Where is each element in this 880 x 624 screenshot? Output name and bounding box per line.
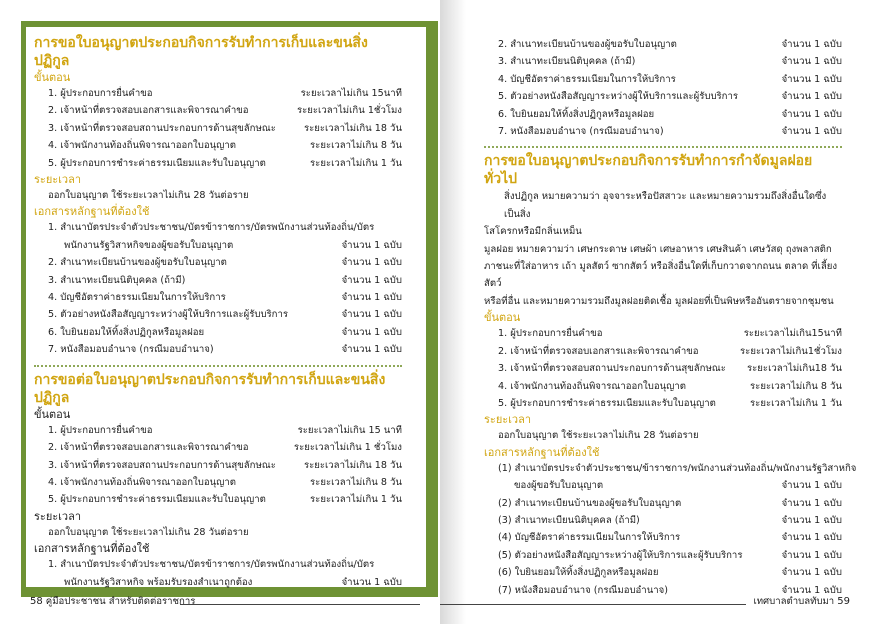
- step-item: [34, 120, 402, 137]
- step-item-text: 2. เจ้าหน้าที่ตรวจสอบเอกสารและพิจารณาคำขอ: [48, 105, 249, 117]
- time-heading: ระยะเวลา: [484, 413, 532, 427]
- doc-item-value: จำนวน 1 ฉบับ: [781, 567, 842, 579]
- step-item-text: 4. เจ้าพนักงานท้องถิ่นพิจารณาออกใบอนุญาต: [498, 380, 686, 392]
- doc-item-value: จำนวน 1 ฉบับ: [341, 292, 402, 304]
- doc-item: [484, 123, 842, 140]
- footer-text: คู่มือประชาชน สำหรับติดต่อราชการ: [45, 596, 196, 607]
- doc-item-value: จำนวน 1 ฉบับ: [341, 309, 402, 321]
- definition-para-cont: โสโครกหรือมีกลิ่นเหม็น: [484, 226, 582, 238]
- doc-item-text: 3. สำเนาทะเบียนนิติบุคคล (ถ้ามี): [498, 56, 636, 68]
- step-item-text: 3. เจ้าหน้าที่ตรวจสอบสถานประกอบการด้านสุขลักษณะ: [48, 459, 276, 471]
- doc-item: [484, 53, 842, 70]
- step-item-text: 3. เจ้าหน้าที่ตรวจสอบสถานประกอบการด้านสุขลักษณะ: [48, 122, 276, 134]
- divider: [34, 365, 402, 367]
- right-content: [484, 36, 857, 599]
- doc-item-text: 7. หนังสือมอบอำนาจ (กรณีมอบอำนาจ): [498, 126, 664, 138]
- step-item-text: 4. เจ้าพนักงานท้องถิ่นพิจารณาออกใบอนุญาต: [48, 476, 236, 488]
- doc-item-value: จำนวน 1 ฉบับ: [781, 39, 842, 50]
- time-text: ออกใบอนุญาต ใช้ระยะเวลาไม่เกิน 28 วันต่อราย: [48, 190, 249, 202]
- step-item: [34, 85, 402, 102]
- step-item: [484, 325, 842, 342]
- docs-heading: เอกสารหลักฐานที่ต้องใช้: [34, 205, 150, 219]
- doc-item-text: (7) หนังสือมอบอำนาจ (กรณีมอบอำนาจ): [498, 584, 669, 596]
- footer-text: เทศบาลตำบลทับมา: [753, 596, 835, 607]
- time-heading: ระยะเวลา: [34, 173, 82, 187]
- section-title: การขอใบอนุญาตประกอบกิจการรับทำการเก็บและขนสิ่งปฏิกูล: [34, 35, 368, 69]
- step-item-text: 5. ผู้ประกอบการชำระค่าธรรมเนียมและรับใบอนุญาต: [48, 494, 266, 506]
- doc-item: [34, 341, 402, 358]
- doc-item-text: 2. สำเนาทะเบียนบ้านของผู้ขอรับใบอนุญาต: [48, 257, 227, 269]
- doc-item-value: จำนวน 1 ฉบับ: [341, 344, 402, 356]
- steps-heading: ขั้นตอน: [34, 71, 71, 84]
- doc-item-cont: พนักงานรัฐวิสาหกิจของผู้ขอรับใบอนุญาต จำนวน 1 ฉบับ: [64, 239, 402, 251]
- page-number: 58: [30, 596, 43, 607]
- step-item-value: ระยะเวลาไม่เกิน 18 วัน: [303, 459, 402, 471]
- left-footer: [30, 594, 195, 609]
- step-item: [484, 378, 842, 395]
- step-item-value: ระยะเวลาไม่เกิน 1 วัน: [750, 397, 842, 409]
- step-item: [34, 474, 402, 491]
- step-item-value: ระยะเวลาไม่เกิน 18 วัน: [303, 122, 402, 134]
- step-item: [484, 395, 842, 412]
- step-item-value: ระยะเวลาไม่เกิน 1ชั่วโมง: [296, 105, 402, 117]
- right-footer: [753, 594, 850, 609]
- doc-item: [484, 71, 842, 88]
- definition-para: มูลฝอย หมายความว่า เศษกระดาษ เศษผ้า เศษอาหาร เศษสินค้า เศษวัสดุ ถุงพลาสติก: [484, 243, 832, 255]
- step-item-text: 2. เจ้าหน้าที่ตรวจสอบเอกสารและพิจารณาคำขอ: [498, 345, 699, 357]
- step-item-value: ระยะเวลาไม่เกิน18 วัน: [746, 363, 842, 375]
- step-item-text: 1. ผู้ประกอบการยื่นคำขอ: [498, 328, 603, 340]
- page-number: 59: [837, 596, 850, 607]
- doc-item-text: 5. ตัวอย่างหนังสือสัญญาระหว่างผู้ให้บริการและผู้รับบริการ: [498, 91, 739, 103]
- doc-item: 1. สำเนาบัตรประจำตัวประชาชน/บัตรข้าราชการ/บัตรพนักงานส่วนท้องถิ่น/บัตร: [48, 222, 375, 234]
- doc-item-cont: พนักงานรัฐวิสาหกิจ พร้อมรับรองสำเนาถูกต้อง จำนวน 1 ฉบับ: [64, 576, 402, 588]
- steps-heading: ขั้นตอน: [484, 311, 521, 325]
- doc-item-text: 2. สำเนาทะเบียนบ้านของผู้ขอรับใบอนุญาต: [498, 39, 677, 50]
- doc-item-text: 6. ใบยินยอมให้ทิ้งสิ่งปฏิกูลหรือมูลฝอย: [498, 108, 655, 120]
- step-item-value: ระยะเวลาไม่เกิน 8 วัน: [310, 140, 402, 152]
- doc-item-text: 5. ตัวอย่างหนังสือสัญญาระหว่างผู้ให้บริการและผู้รับบริการ: [48, 309, 289, 321]
- doc-item-value: จำนวน 1 ฉบับ: [781, 108, 842, 120]
- doc-item: [484, 547, 842, 564]
- doc-item-value: จำนวน 1 ฉบับ: [781, 549, 842, 561]
- doc-item-value: จำนวน 1 ฉบับ: [781, 514, 842, 526]
- left-content: [34, 34, 402, 591]
- doc-item-cont: ของผู้ขอรับใบอนุญาต จำนวน 1 ฉบับ: [514, 480, 842, 492]
- doc-item: [484, 512, 842, 529]
- step-item-value: ระยะเวลาไม่เกิน 1 วัน: [310, 494, 402, 506]
- doc-item-text: 4. บัญชีอัตราค่าธรรมเนียมในการให้บริการ: [48, 292, 226, 304]
- doc-item-value: จำนวน 1 ฉบับ: [341, 326, 402, 338]
- doc-item-value: จำนวน 1 ฉบับ: [341, 274, 402, 286]
- step-item: [34, 155, 402, 172]
- doc-item: [34, 289, 402, 306]
- step-item: [484, 360, 842, 377]
- step-item: [34, 439, 402, 456]
- step-item-text: 5. ผู้ประกอบการชำระค่าธรรมเนียมและรับใบอนุญาต: [498, 397, 716, 409]
- doc-item: [484, 36, 842, 53]
- doc-item: 1. สำเนาบัตรประจำตัวประชาชน/บัตรข้าราชการ/บัตรพนักงานส่วนท้องถิ่น/บัตร: [48, 559, 375, 571]
- doc-item-text: 7. หนังสือมอบอำนาจ (กรณีมอบอำนาจ): [48, 344, 214, 356]
- divider: [484, 146, 842, 148]
- doc-item-text: (2) สำเนาทะเบียนบ้านของผู้ขอรับใบอนุญาต: [498, 497, 682, 509]
- section-title: การขอใบอนุญาตประกอบกิจการรับทำการกำจัดมูลฝอยทั่วไป: [484, 153, 813, 188]
- right-page: [440, 0, 880, 624]
- step-item-value: ระยะเวลาไม่เกิน15นาที: [743, 328, 842, 340]
- definition-para-cont: ภาชนะที่ใส่อาหาร เถ้า มูลสัตว์ ซากสัตว์ หรือสิ่งอื่นใดที่เก็บกวาดจากถนน ตลาด ที่เลี้ยงสัตว์: [484, 261, 838, 290]
- definition-para: สิ่งปฏิกูล หมายความว่า อุจจาระหรือปัสสาวะ และหมายความรวมถึงสิ่งอื่นใดซึ่งเป็นสิ่ง: [504, 191, 827, 220]
- step-item-text: 4. เจ้าพนักงานท้องถิ่นพิจารณาออกใบอนุญาต: [48, 140, 236, 152]
- step-item-text: 3. เจ้าหน้าที่ตรวจสอบสถานประกอบการด้านสุขลักษณะ: [498, 363, 726, 375]
- section-title: การขอต่อใบอนุญาตประกอบกิจการรับทำการเก็บและขนสิ่งปฏิกูล: [34, 371, 386, 406]
- doc-item: [34, 324, 402, 341]
- docs-heading: เอกสารหลักฐานที่ต้องใช้: [484, 445, 600, 459]
- step-item-value: ระยะเวลาไม่เกิน 8 วัน: [310, 476, 402, 488]
- doc-item: [484, 88, 842, 105]
- time-heading: ระยะเวลา: [34, 509, 82, 523]
- step-item-value: ระยะเวลาไม่เกิน 1 วัน: [310, 157, 402, 169]
- step-item-value: ระยะเวลาไม่เกิน 15นาที: [300, 88, 402, 99]
- steps-heading: ขั้นตอน: [34, 407, 71, 421]
- step-item-text: 2. เจ้าหน้าที่ตรวจสอบเอกสารและพิจารณาคำขอ: [48, 442, 249, 454]
- doc-item-text: 6. ใบยินยอมให้ทิ้งสิ่งปฏิกูลหรือมูลฝอย: [48, 326, 205, 338]
- docs-heading: เอกสารหลักฐานที่ต้องใช้: [34, 542, 150, 556]
- footer-rule: [180, 604, 420, 605]
- doc-item-value: จำนวน 1 ฉบับ: [781, 497, 842, 509]
- doc-item-value: จำนวน 1 ฉบับ: [781, 73, 842, 85]
- doc-item-text: (6) ใบยินยอมให้ทิ้งสิ่งปฏิกูลหรือมูลฝอย: [498, 567, 659, 579]
- doc-item-value: จำนวน 1 ฉบับ: [781, 532, 842, 544]
- doc-item-text: 4. บัญชีอัตราค่าธรรมเนียมในการให้บริการ: [498, 73, 676, 85]
- doc-item: [484, 529, 842, 546]
- doc-item: [484, 106, 842, 123]
- step-item: [34, 491, 402, 508]
- doc-item-value: จำนวน 1 ฉบับ: [781, 126, 842, 138]
- time-text: ออกใบอนุญาต ใช้ระยะเวลาไม่เกิน 28 วันต่อราย: [48, 526, 249, 538]
- step-item-text: 1. ผู้ประกอบการยื่นคำขอ: [48, 424, 153, 436]
- doc-item: [34, 254, 402, 271]
- step-item-text: 1. ผู้ประกอบการยื่นคำขอ: [48, 88, 153, 99]
- gutter-shadow: [440, 0, 466, 624]
- doc-item: [34, 272, 402, 289]
- step-item-value: ระยะเวลาไม่เกิน1ชั่วโมง: [740, 345, 842, 357]
- step-item-text: 5. ผู้ประกอบการชำระค่าธรรมเนียมและรับใบอนุญาต: [48, 157, 266, 169]
- doc-item-text: (5) ตัวอย่างหนังสือสัญญาระหว่างผู้ให้บริการและผู้รับบริการ: [498, 549, 743, 561]
- doc-item-value: จำนวน 1 ฉบับ: [781, 56, 842, 68]
- step-item: [34, 102, 402, 119]
- doc-item-text: (3) สำเนาทะเบียนนิติบุคคล (ถ้ามี): [498, 514, 640, 526]
- step-item: [34, 137, 402, 154]
- doc-item: [484, 564, 842, 581]
- doc-item: [34, 306, 402, 323]
- time-text: ออกใบอนุญาต ใช้ระยะเวลาไม่เกิน 28 วันต่อราย: [498, 430, 699, 442]
- step-item-value: ระยะเวลาไม่เกิน 1 ชั่วโมง: [293, 442, 402, 454]
- definition-para-cont: หรือที่อื่น และหมายความรวมถึงมูลฝอยติดเชื้อ มูลฝอยที่เป็นพิษหรืออันตรายจากชุมชน: [484, 295, 834, 307]
- step-item: [484, 343, 842, 360]
- step-item: [34, 457, 402, 474]
- step-item-value: ระยะเวลาไม่เกิน 15 นาที: [297, 424, 402, 436]
- footer-rule: [440, 604, 746, 605]
- doc-item-text: (4) บัญชีอัตราค่าธรรมเนียมในการให้บริการ: [498, 532, 681, 544]
- doc-item-text: 3. สำเนาทะเบียนนิติบุคคล (ถ้ามี): [48, 274, 186, 286]
- doc-item-value: จำนวน 1 ฉบับ: [781, 91, 842, 103]
- doc-item: [484, 495, 842, 512]
- step-item: [34, 422, 402, 439]
- doc-item: (1) สำเนาบัตรประจำตัวประชาชน/ข้าราชการ/พนักงานส่วนท้องถิ่น/พนักงานรัฐวิสาหกิจ: [498, 462, 857, 474]
- doc-item-value: จำนวน 1 ฉบับ: [781, 584, 842, 596]
- step-item-value: ระยะเวลาไม่เกิน 8 วัน: [750, 380, 842, 392]
- doc-item-value: จำนวน 1 ฉบับ: [341, 257, 402, 269]
